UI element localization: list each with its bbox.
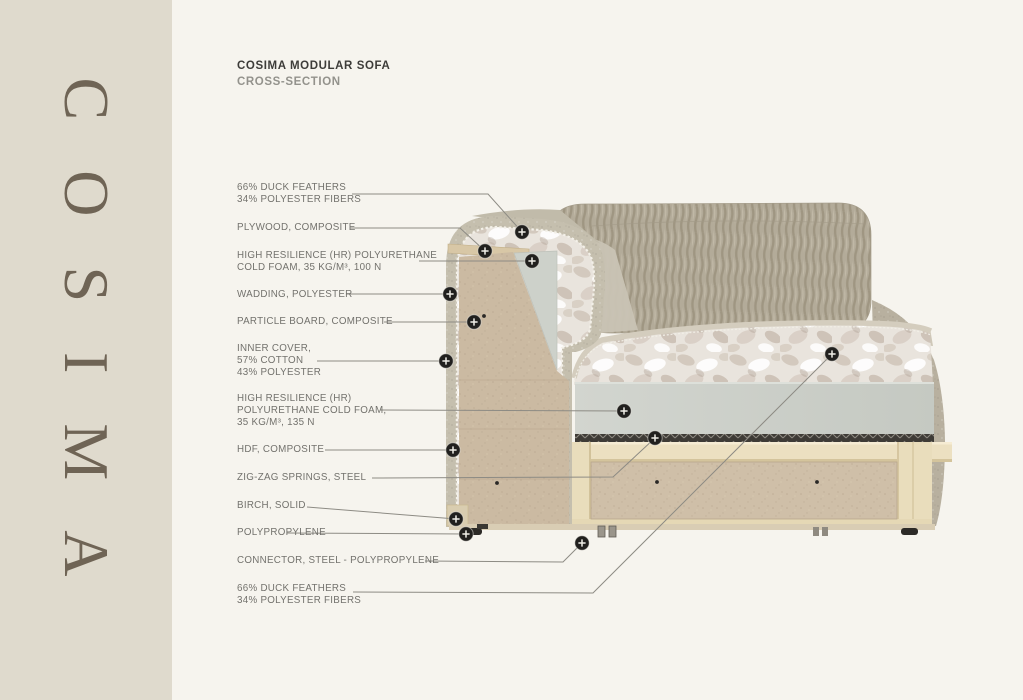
callout-label-hr-foam-100 <box>237 250 437 274</box>
marker-connector[interactable] <box>575 536 589 550</box>
callout-label-line: HIGH RESILIENCE (HR) <box>237 393 352 404</box>
callout-label-polypropylene <box>237 527 326 539</box>
callout-label-birch <box>237 500 306 512</box>
callout-line-birch <box>307 507 456 519</box>
callout-label-line: ZIG-ZAG SPRINGS, STEEL <box>237 472 367 483</box>
marker-duck-feathers-top[interactable] <box>515 225 529 239</box>
marker-particle-board[interactable] <box>467 315 481 329</box>
callout-label-plywood <box>237 222 356 234</box>
callout-label-line: PARTICLE BOARD, COMPOSITE <box>237 316 393 327</box>
callout-label-line: 66% DUCK FEATHERS <box>237 182 347 193</box>
callout-label-inner-cover <box>237 343 321 380</box>
callout-label-line: HIGH RESILIENCE (HR) POLYURETHANE <box>237 250 438 261</box>
callout-label-line: 34% POLYESTER FIBERS <box>237 595 362 607</box>
callout-label-line: 57% COTTON <box>237 355 304 367</box>
marker-birch[interactable] <box>449 512 463 526</box>
marker-plywood[interactable] <box>478 244 492 258</box>
marker-hdf[interactable] <box>446 443 460 457</box>
marker-hr-foam-100[interactable] <box>525 254 539 268</box>
foot-right <box>901 528 918 535</box>
callout-label-line: 66% DUCK FEATHERS <box>237 583 347 594</box>
callout-label-line: INNER COVER, <box>237 343 312 354</box>
marker-hr-foam-135[interactable] <box>617 404 631 418</box>
brand-wordmark: COSIMA <box>51 77 122 627</box>
callout-line-connector <box>425 543 582 562</box>
marker-polypropylene[interactable] <box>459 527 473 541</box>
callout-label-line: BIRCH, SOLID <box>237 500 306 511</box>
callout-label-zigzag-springs <box>237 472 366 484</box>
screw-dot <box>815 480 819 484</box>
callout-label-particle-board <box>237 316 393 328</box>
callout-label-line: HDF, COMPOSITE <box>237 444 325 455</box>
callout-label-line: POLYURETHANE COLD FOAM, <box>237 405 387 417</box>
zigzag-springs-strip <box>575 434 934 442</box>
callout-label-line: 35 KG/M³, 135 N <box>237 417 315 429</box>
page-title: COSIMA MODULAR SOFA <box>237 60 391 72</box>
callout-label-line: 43% POLYESTER <box>237 367 322 379</box>
callout-label-line: WADDING, POLYESTER <box>237 289 353 300</box>
callout-label-line: PLYWOOD, COMPOSITE <box>237 222 356 233</box>
callout-label-hr-foam-135 <box>237 393 386 430</box>
callout-label-duck-feathers-bottom <box>237 583 361 607</box>
marker-wadding[interactable] <box>443 287 457 301</box>
callout-label-connector <box>237 555 439 567</box>
callout-label-hdf <box>237 444 324 456</box>
callout-label-line: 34% POLYESTER FIBERS <box>237 194 362 206</box>
base-bottom <box>449 524 935 537</box>
callout-label-line: CONNECTOR, STEEL - POLYPROPYLENE <box>237 555 440 566</box>
callout-label-line: COLD FOAM, 35 KG/M³, 100 N <box>237 262 382 274</box>
screw-dot <box>495 481 499 485</box>
callout-label-duck-feathers-top <box>237 182 361 206</box>
marker-inner-cover[interactable] <box>439 354 453 368</box>
page-subtitle: CROSS-SECTION <box>237 76 341 88</box>
callout-label-wadding <box>237 289 353 301</box>
front-panel <box>591 462 897 519</box>
screw-dot <box>655 480 659 484</box>
callout-label-line: POLYPROPYLENE <box>237 527 326 538</box>
marker-duck-feathers-bottom[interactable] <box>825 347 839 361</box>
screw-dot <box>482 314 486 318</box>
marker-zigzag-springs[interactable] <box>648 431 662 445</box>
